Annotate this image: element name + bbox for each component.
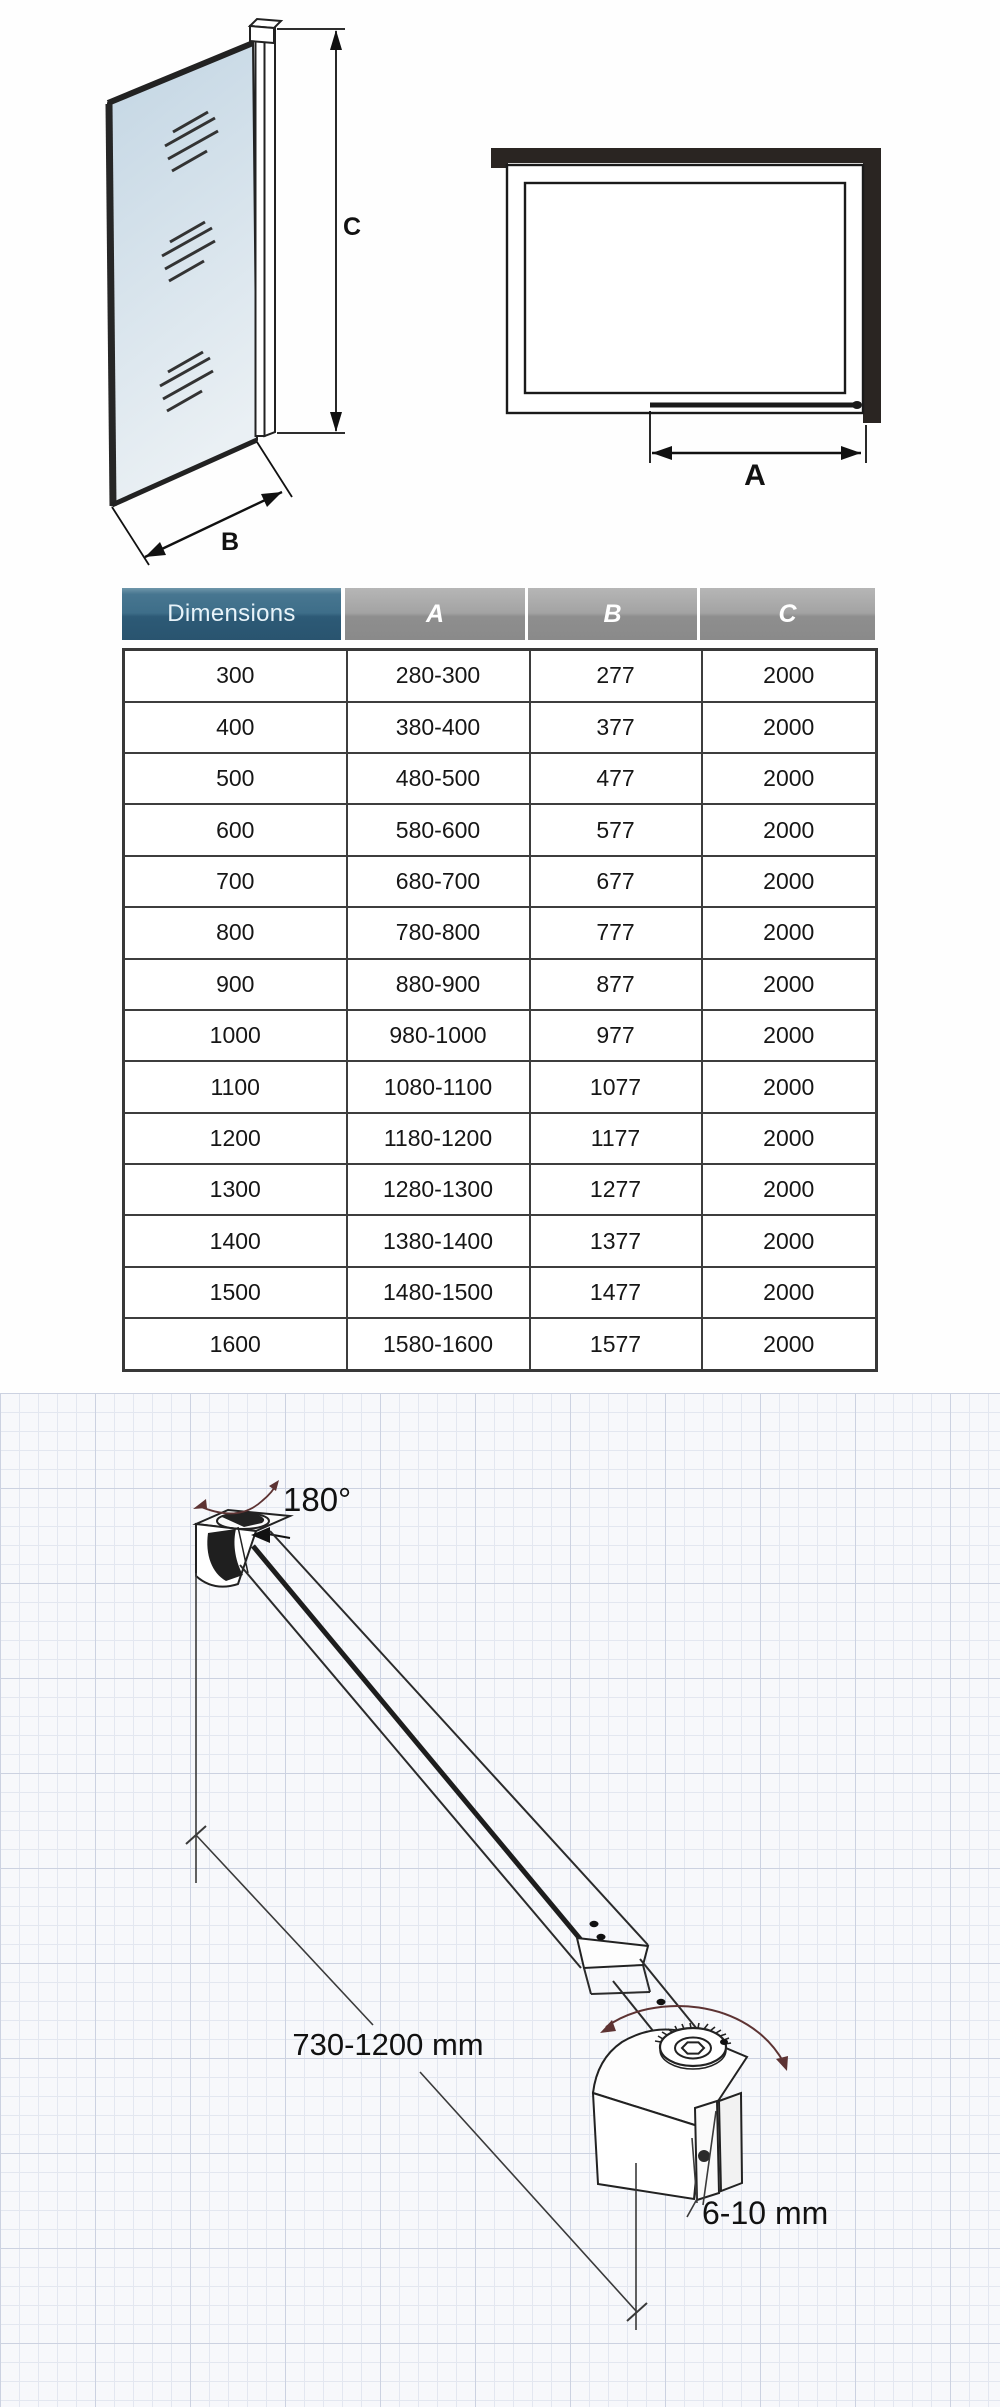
table-cell: 1477 xyxy=(530,1267,702,1318)
table-row xyxy=(124,1113,877,1164)
table-cell: 2000 xyxy=(702,1061,877,1112)
table-row xyxy=(124,959,877,1010)
table-cell: 2000 xyxy=(702,1010,877,1061)
table-cell: 477 xyxy=(530,753,702,804)
table-row xyxy=(124,1215,877,1266)
graph-paper xyxy=(0,1393,1000,2407)
table-cell: 1500 xyxy=(124,1267,347,1318)
glass-clamp xyxy=(593,2023,747,2200)
table-cell: 980-1000 xyxy=(347,1010,530,1061)
table-cell: 300 xyxy=(124,650,347,702)
depth-dimension-label: B xyxy=(220,528,240,556)
table-cell: 700 xyxy=(124,856,347,907)
table-cell: 500 xyxy=(124,753,347,804)
dimension-a xyxy=(650,411,866,492)
bar-length-label: 730-1200 mm xyxy=(292,2027,484,2062)
table-cell: 2000 xyxy=(702,856,877,907)
table-cell: 877 xyxy=(530,959,702,1010)
table-cell: 2000 xyxy=(702,804,877,855)
table-cell: 677 xyxy=(530,856,702,907)
table-cell: 280-300 xyxy=(347,650,530,702)
header-b: B xyxy=(528,588,700,640)
dimension-c xyxy=(277,29,361,433)
table-cell: 2000 xyxy=(702,1267,877,1318)
table-row xyxy=(124,804,877,855)
height-dimension-label: C xyxy=(343,213,362,241)
dimensions-table xyxy=(122,588,875,1372)
table-cell: 600 xyxy=(124,804,347,855)
table-cell: 880-900 xyxy=(347,959,530,1010)
wall-profile xyxy=(250,19,281,436)
table-row xyxy=(124,702,877,753)
table-cell: 1200 xyxy=(124,1113,347,1164)
table-cell: 2000 xyxy=(702,753,877,804)
table-cell: 1480-1500 xyxy=(347,1267,530,1318)
table-cell: 1400 xyxy=(124,1215,347,1266)
table-row xyxy=(124,650,877,702)
table-cell: 1180-1200 xyxy=(347,1113,530,1164)
table-cell: 2000 xyxy=(702,907,877,958)
table-cell: 2000 xyxy=(702,1164,877,1215)
table-cell: 1077 xyxy=(530,1061,702,1112)
table-cell: 2000 xyxy=(702,1318,877,1370)
table-header-row xyxy=(122,588,875,640)
table-row xyxy=(124,1318,877,1370)
table-cell: 777 xyxy=(530,907,702,958)
table-row xyxy=(124,1061,877,1112)
rotation-angle-label: 180° xyxy=(283,1481,352,1518)
dimensions-table-grid xyxy=(122,648,878,1372)
table-cell: 2000 xyxy=(702,1215,877,1266)
table-cell: 1300 xyxy=(124,1164,347,1215)
table-cell: 1377 xyxy=(530,1215,702,1266)
shower-tray xyxy=(507,165,863,413)
table-cell: 1600 xyxy=(124,1318,347,1370)
table-row xyxy=(124,1010,877,1061)
support-bar-tube xyxy=(240,1531,697,2047)
bar-length-dimension xyxy=(186,1573,647,2330)
table-cell: 1577 xyxy=(530,1318,702,1370)
table-cell: 1080-1100 xyxy=(347,1061,530,1112)
table-row xyxy=(124,856,877,907)
table-cell: 1000 xyxy=(124,1010,347,1061)
table-cell: 1100 xyxy=(124,1061,347,1112)
table-row xyxy=(124,753,877,804)
rotation-arrow-180 xyxy=(193,1480,279,1513)
table-cell: 800 xyxy=(124,907,347,958)
table-cell: 277 xyxy=(530,650,702,702)
table-cell: 577 xyxy=(530,804,702,855)
header-dimensions: Dimensions xyxy=(122,588,345,640)
table-row xyxy=(124,1267,877,1318)
header-c: C xyxy=(700,588,875,640)
table-cell: 2000 xyxy=(702,959,877,1010)
side-view-diagram xyxy=(55,5,405,585)
table-cell: 1277 xyxy=(530,1164,702,1215)
table-cell: 380-400 xyxy=(347,702,530,753)
table-cell: 2000 xyxy=(702,702,877,753)
table-row xyxy=(124,1164,877,1215)
table-row xyxy=(124,907,877,958)
table-cell: 377 xyxy=(530,702,702,753)
table-cell: 580-600 xyxy=(347,804,530,855)
table-cell: 2000 xyxy=(702,1113,877,1164)
table-cell: 780-800 xyxy=(347,907,530,958)
table-cell: 1580-1600 xyxy=(347,1318,530,1370)
table-cell: 977 xyxy=(530,1010,702,1061)
table-cell: 680-700 xyxy=(347,856,530,907)
width-dimension-label: A xyxy=(744,459,766,492)
table-cell: 1280-1300 xyxy=(347,1164,530,1215)
glass-thickness-label: 6-10 mm xyxy=(702,2195,829,2231)
table-cell: 1177 xyxy=(530,1113,702,1164)
table-cell: 1380-1400 xyxy=(347,1215,530,1266)
header-a: A xyxy=(345,588,528,640)
top-view-diagram xyxy=(460,115,890,495)
table-cell: 900 xyxy=(124,959,347,1010)
table-cell: 480-500 xyxy=(347,753,530,804)
table-cell: 2000 xyxy=(702,650,877,702)
support-bar-drawing xyxy=(0,1393,1000,2407)
table-cell: 400 xyxy=(124,702,347,753)
dimensions-table-body xyxy=(124,650,877,1371)
